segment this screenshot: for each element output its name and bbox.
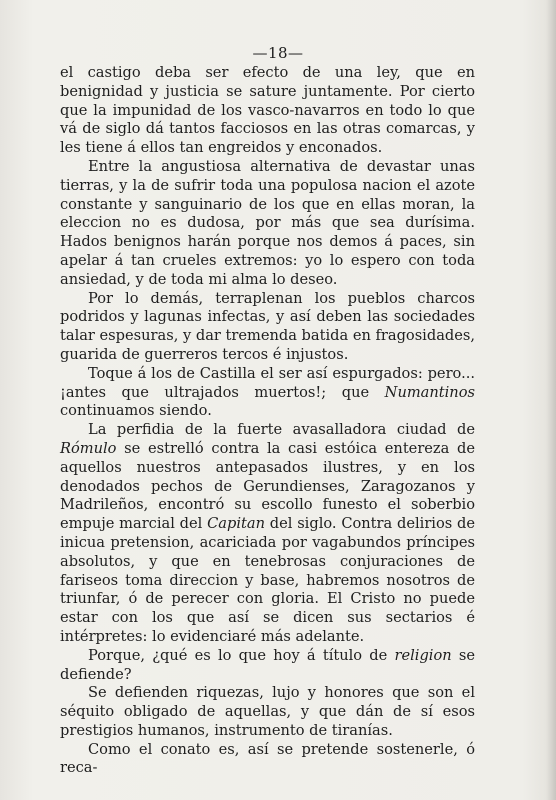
paragraph [60,64,475,158]
paragraph [60,741,475,779]
italic-word: Rómulo [60,439,117,457]
paragraph [60,421,475,647]
italic-word: Numantinos [384,383,475,401]
text-run: se defiende? [60,646,476,683]
text-run: Porque, ¿qué es lo que hoy á título de [88,646,395,664]
text-run: Entre la angustiosa alternativa de devastar unas tierras, y la de sufrir toda una populosa nacion el azote constante y sanguinario de los que en ellas moran, la eleccion no es dudosa, por más que sea durísima. Hados benignos harán porque nos demos á paces, sin apelar á tan crueles extremos: yo lo espero con toda ansiedad, y de toda mi alma lo deseo. [60,157,475,288]
paragraph [60,158,475,290]
page-number: —18— [252,44,304,62]
paragraph [60,684,475,740]
text-run: La perfidia de la fuerte avasalladora ciudad de [88,421,475,439]
text-run: continuamos siendo. [60,402,212,420]
page-edge-shadow [546,0,556,800]
paragraph [60,290,475,365]
text-run: Como el conato es, así se pretende sostenerle, ó reca- [60,740,475,777]
paragraph [60,647,475,685]
text-run: Se defienden riquezas, lujo y honores que son el séquito obligado de aquellas, y que dán de sí esos prestigios humanos, instrumento de tiranías. [60,684,475,739]
text-run: del siglo. Contra delirios de inicua pretension, acariciada por vagabundos príncipes absolutos, y que en tenebrosas conjuraciones de fariseos toma direccion y base, habremos nosotros de triunfar, ó de perecer con gloria. El Cristo no puede estar con los que así se dicen sus sectarios é intérpretes: lo evidenciaré más adelante. [60,515,475,645]
italic-word: Capitan [207,515,265,533]
text-run: Por lo demás, terraplenan los pueblos charcos podridos y lagunas infectas, y así deben las sociedades talar espesuras, y dar tremenda batida en fragosidades, guarida de guerreros tercos é injustos. [60,289,476,363]
body-text [60,64,475,778]
text-run: se estrelló contra la casi estóica entereza de aquellos nuestros antepasados ilustres, y en los denodados pechos de Gerundienses, Zaragozanos y Madrileños, encontró su escollo funesto el soberbio empuje marcial del [60,439,475,533]
paragraph [60,365,475,421]
italic-word: religion [394,646,452,664]
text-run: el castigo deba ser efecto de una ley, que en benignidad y justicia se sature juntamente. Por cierto que la impunidad de los vasco-navarros en todo lo que vá de siglo dá tantos facciosos en las otras comarcas, y les tiene á ellos tan engreidos y enconados. [60,64,475,157]
text-run: Toque á los de Castilla el ser así espurgados: pero... ¡antes que ultrajados muertos!; que [60,364,475,401]
